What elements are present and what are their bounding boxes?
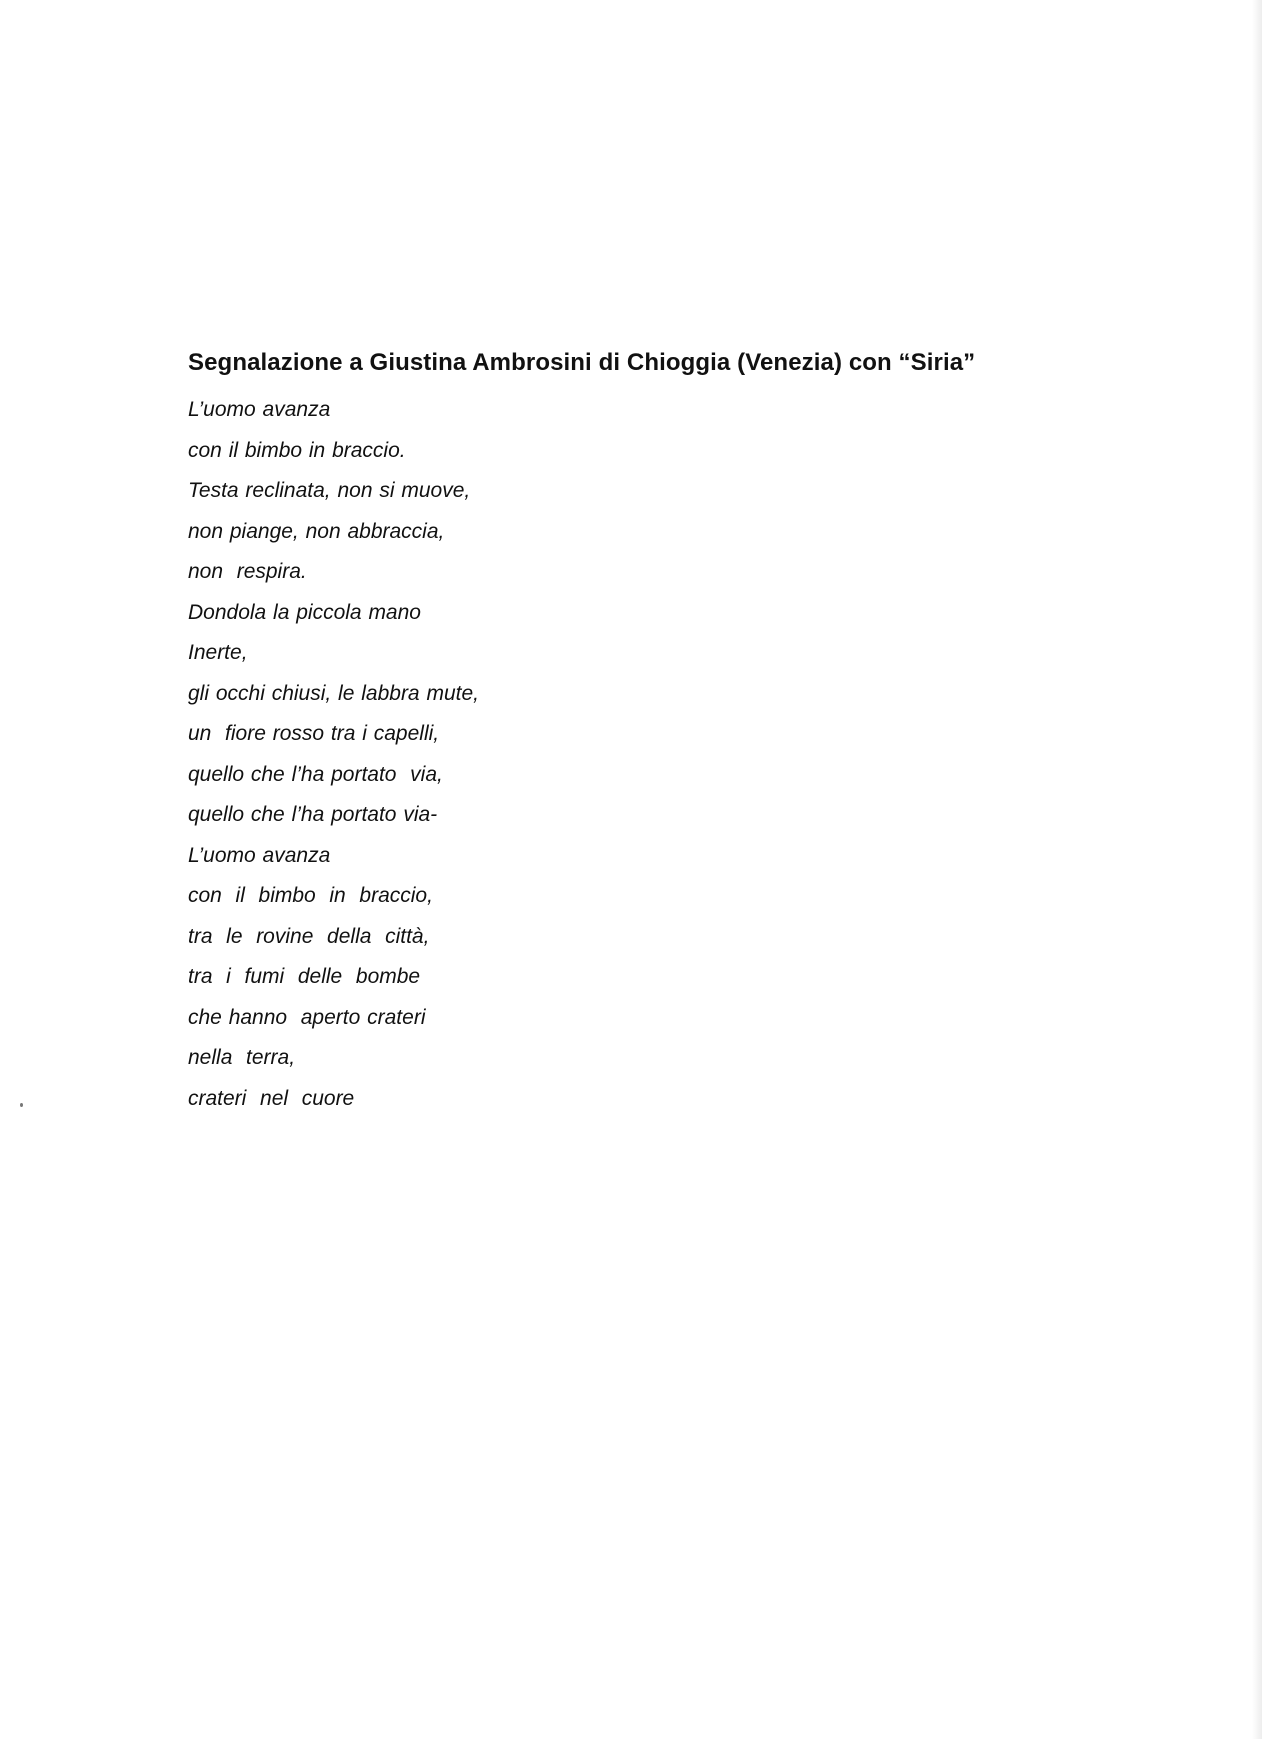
poem-line: Dondola la piccola mano — [188, 600, 421, 624]
poem-line: L’uomo avanza — [188, 398, 331, 421]
poem-line: non piange, non abbraccia, — [188, 519, 445, 543]
poem-line: che hanno aperto crateri — [188, 1005, 426, 1029]
scan-edge-shadow — [1252, 0, 1262, 1739]
poem-line: tra i fumi delle bombe — [188, 965, 421, 988]
poem-line: non respira. — [188, 560, 307, 583]
poem-line: quello che l’ha portato via, — [188, 762, 443, 786]
poem-line: nella terra, — [188, 1046, 296, 1069]
poem-line: L’uomo avanza — [188, 843, 331, 867]
poem-line: crateri nel cuore — [188, 1086, 355, 1110]
poem-line: gli occhi chiusi, le labbra mute, — [188, 681, 479, 705]
poem-line: Testa reclinata, non si muove, — [188, 479, 471, 502]
poem-line: tra le rovine della città, — [188, 924, 430, 948]
poem-line: con il bimbo in braccio. — [188, 438, 406, 462]
poem-body — [188, 390, 479, 1119]
poem-line: Inerte, — [188, 641, 248, 664]
poem-line: quello che l’ha portato via- — [188, 803, 438, 826]
poem-line: con il bimbo in braccio, — [188, 884, 433, 907]
document-title: Segnalazione a Giustina Ambrosini di Chioggia (Venezia) con “Siria” — [188, 349, 976, 376]
scan-speck — [20, 1103, 23, 1107]
poem-line: un fiore rosso tra i capelli, — [188, 722, 440, 745]
